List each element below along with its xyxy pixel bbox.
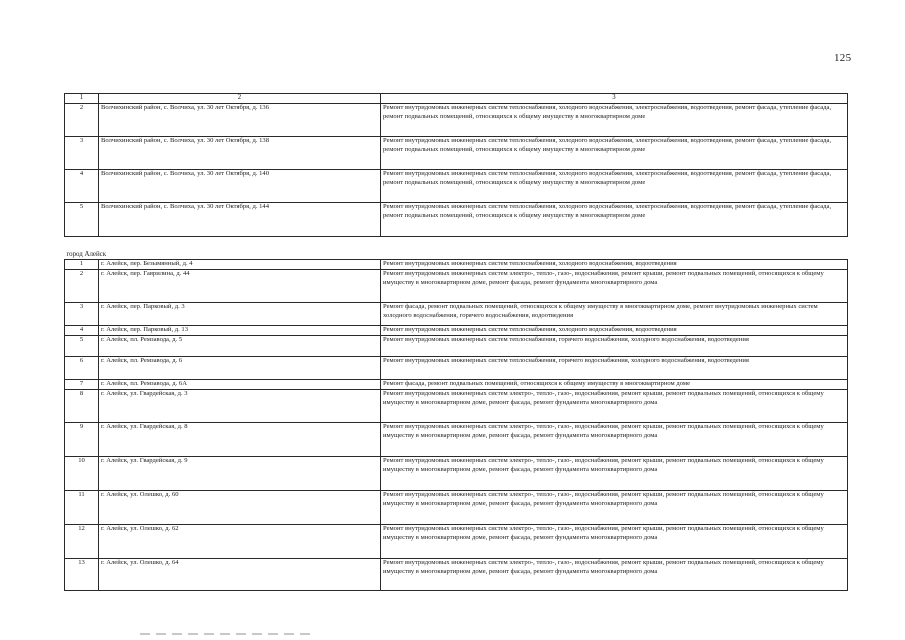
row-works: Ремонт внутридомовых инженерных систем теплоснабжения, горячего водоснабжения, холодного водоснабжения, водоотведения bbox=[381, 356, 848, 379]
table-row bbox=[65, 259, 848, 269]
row-works: Ремонт внутридомовых инженерных систем электро-, тепло-, газо-, водоснабжения, ремонт крыши, ремонт подвальных помещений, относящихся к общему имуществу в многоквартирном доме, ремонт фасада, ремонт фундамента многоквартирного дома bbox=[381, 558, 848, 590]
row-works: Ремонт внутридомовых инженерных систем электро-, тепло-, газо-, водоснабжения, ремонт крыши, ремонт подвальных помещений, относящихся к общему имуществу в многоквартирном доме, ремонт фасада, ремонт фундамента многоквартирного дома bbox=[381, 389, 848, 422]
table-row bbox=[65, 302, 848, 325]
table-row bbox=[65, 524, 848, 558]
row-address: Волчихинский район, с. Волчиха, ул. 30 лет Октября, д. 138 bbox=[99, 136, 381, 169]
row-works: Ремонт внутридомовых инженерных систем электро-, тепло-, газо-, водоснабжения, ремонт крыши, ремонт подвальных помещений, относящихся к общему имуществу в многоквартирном доме, ремонт фасада, ремонт фундамента многоквартирного дома bbox=[381, 524, 848, 558]
table-row bbox=[65, 103, 848, 136]
row-address: Волчихинский район, с. Волчиха, ул. 30 лет Октября, д. 136 bbox=[99, 103, 381, 136]
row-address: г. Алейск, пер. Безымянный, д. 4 bbox=[99, 259, 381, 269]
table-row bbox=[65, 558, 848, 590]
row-number: 3 bbox=[65, 302, 99, 325]
row-address: г. Алейск, ул. Олешко, д. 62 bbox=[99, 524, 381, 558]
table-row bbox=[65, 456, 848, 490]
row-address: г. Алейск, ул. Гвардейская, д. 9 bbox=[99, 456, 381, 490]
row-number: 8 bbox=[65, 389, 99, 422]
row-number: 12 bbox=[65, 524, 99, 558]
row-address: Волчихинский район, с. Волчиха, ул. 30 лет Октября, д. 140 bbox=[99, 169, 381, 202]
row-number: 6 bbox=[65, 356, 99, 379]
row-address: г. Алейск, пл. Ремзавода, д. 6 bbox=[99, 356, 381, 379]
row-number: 7 bbox=[65, 379, 99, 389]
row-number: 4 bbox=[65, 169, 99, 202]
row-address: Волчихинский район, с. Волчиха, ул. 30 лет Октября, д. 144 bbox=[99, 202, 381, 236]
row-works: Ремонт внутридомовых инженерных систем теплоснабжения, горячего водоснабжения, холодного водоснабжения, водоотведения bbox=[381, 335, 848, 356]
header-col-2: 2 bbox=[99, 94, 381, 104]
table-row bbox=[65, 325, 848, 335]
row-number: 2 bbox=[65, 269, 99, 302]
table-row bbox=[65, 269, 848, 302]
table-row bbox=[65, 202, 848, 236]
table-row bbox=[65, 422, 848, 456]
row-works: Ремонт внутридомовых инженерных систем электро-, тепло-, газо-, водоснабжения, ремонт крыши, ремонт подвальных помещений, относящихся к общему имуществу в многоквартирном доме, ремонт фасада, ремонт фундамента многоквартирного дома bbox=[381, 269, 848, 302]
row-works: Ремонт внутридомовых инженерных систем теплоснабжения, холодного водоснабжения, электроснабжения, водоотведения, ремонт фасада, утепление фасада, ремонт подвальных помещений, относящихся к общему имуществу в многоквартирном доме bbox=[381, 202, 848, 236]
table-row bbox=[65, 490, 848, 524]
table-row bbox=[65, 169, 848, 202]
row-works: Ремонт внутридомовых инженерных систем теплоснабжения, холодного водоснабжения, водоотведения bbox=[381, 259, 848, 269]
row-number: 9 bbox=[65, 422, 99, 456]
row-works: Ремонт внутридомовых инженерных систем теплоснабжения, холодного водоснабжения, водоотведения bbox=[381, 325, 848, 335]
works-table bbox=[64, 93, 848, 591]
table-row bbox=[65, 335, 848, 356]
header-col-3: 3 bbox=[381, 94, 848, 104]
row-works: Ремонт внутридомовых инженерных систем теплоснабжения, холодного водоснабжения, электроснабжения, водоотведения, ремонт фасада, утепление фасада, ремонт подвальных помещений, относящихся к общему имуществу в многоквартирном доме bbox=[381, 169, 848, 202]
row-address: г. Алейск, ул. Гвардейская, д. 8 bbox=[99, 422, 381, 456]
row-number: 5 bbox=[65, 335, 99, 356]
page-number: 125 bbox=[834, 52, 852, 64]
row-address: г. Алейск, ул. Олешко, д. 60 bbox=[99, 490, 381, 524]
row-number: 4 bbox=[65, 325, 99, 335]
table-row bbox=[65, 389, 848, 422]
section-title: город Алейск bbox=[66, 250, 107, 258]
row-works: Ремонт внутридомовых инженерных систем электро-, тепло-, газо-, водоснабжения, ремонт крыши, ремонт подвальных помещений, относящихся к общему имуществу в многоквартирном доме, ремонт фасада, ремонт фундамента многоквартирного дома bbox=[381, 422, 848, 456]
row-address: г. Алейск, ул. Олешко, д. 64 bbox=[99, 558, 381, 590]
header-col-1: 1 bbox=[65, 94, 99, 104]
row-address: г. Алейск, пер. Парковый, д. 13 bbox=[99, 325, 381, 335]
row-address: г. Алейск, пер. Парковый, д. 3 bbox=[99, 302, 381, 325]
row-works: Ремонт внутридомовых инженерных систем электро-, тепло-, газо-, водоснабжения, ремонт крыши, ремонт подвальных помещений, относящихся к общему имуществу в многоквартирном доме, ремонт фасада, ремонт фундамента многоквартирного дома bbox=[381, 490, 848, 524]
table-body bbox=[65, 94, 848, 591]
row-number: 11 bbox=[65, 490, 99, 524]
row-number: 5 bbox=[65, 202, 99, 236]
row-address: г. Алейск, пер. Гаврилина, д. 44 bbox=[99, 269, 381, 302]
row-works: Ремонт фасада, ремонт подвальных помещений, относящихся к общему имуществу в многоквартирном доме bbox=[381, 379, 848, 389]
section-header-row bbox=[65, 236, 848, 259]
row-number: 13 bbox=[65, 558, 99, 590]
row-works: Ремонт внутридомовых инженерных систем теплоснабжения, холодного водоснабжения, электроснабжения, водоотведения, ремонт фасада, утепление фасада, ремонт подвальных помещений, относящихся к общему имуществу в многоквартирном доме bbox=[381, 136, 848, 169]
row-address: г. Алейск, пл. Ремзавода, д. 5 bbox=[99, 335, 381, 356]
row-address: г. Алейск, пл. Ремзавода, д. 6А bbox=[99, 379, 381, 389]
row-works: Ремонт внутридомовых инженерных систем электро-, тепло-, газо-, водоснабжения, ремонт крыши, ремонт подвальных помещений, относящихся к общему имуществу в многоквартирном доме, ремонт фасада, ремонт фундамента многоквартирного дома bbox=[381, 456, 848, 490]
row-works: Ремонт внутридомовых инженерных систем теплоснабжения, холодного водоснабжения, электроснабжения, водоотведения, ремонт фасада, утепление фасада, ремонт подвальных помещений, относящихся к общему имуществу в многоквартирном доме bbox=[381, 103, 848, 136]
table-header-row bbox=[65, 94, 848, 104]
footer-scan-mark bbox=[140, 633, 310, 635]
row-number: 3 bbox=[65, 136, 99, 169]
table-row bbox=[65, 356, 848, 379]
row-number: 10 bbox=[65, 456, 99, 490]
row-number: 1 bbox=[65, 259, 99, 269]
table-row bbox=[65, 136, 848, 169]
row-works: Ремонт фасада, ремонт подвальных помещений, относящихся к общему имуществу в многоквартирном доме, ремонт внутридомовых инженерных систем холодного водоснабжения, горячего водоснабжения, водоотведения bbox=[381, 302, 848, 325]
row-address: г. Алейск, ул. Гвардейская, д. 3 bbox=[99, 389, 381, 422]
table-row bbox=[65, 379, 848, 389]
row-number: 2 bbox=[65, 103, 99, 136]
